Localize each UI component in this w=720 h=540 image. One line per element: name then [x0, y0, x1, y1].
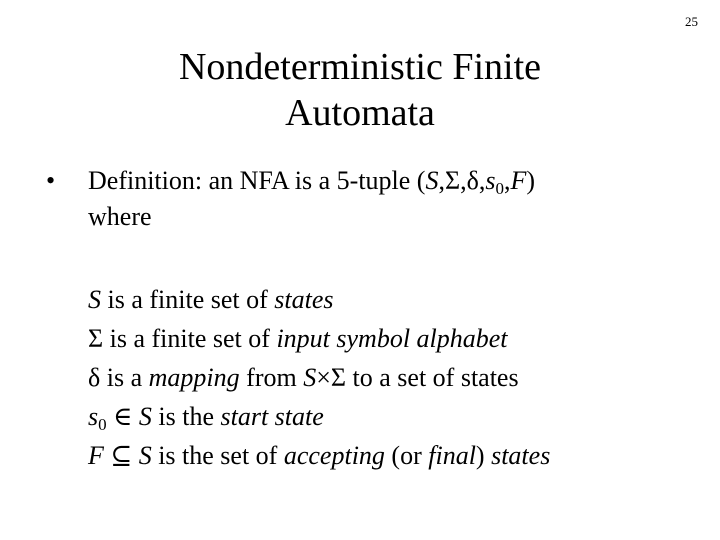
page-number: 25 — [685, 14, 698, 29]
transition-domain-states: S — [303, 363, 317, 392]
transition-times: × — [316, 363, 331, 392]
final-text-1: is the set of — [151, 441, 284, 470]
final-text-2: (or — [384, 441, 429, 470]
transition-domain-alphabet: Σ — [330, 363, 347, 392]
start-term: start state — [220, 402, 324, 431]
slide-title — [0, 44, 720, 136]
alphabet-term: input symbol alphabet — [276, 324, 508, 353]
states-text: is a finite set of — [101, 285, 275, 314]
subset-symbol: ⊆ — [103, 441, 139, 470]
tuple-states: S — [425, 166, 439, 195]
definition-row-states — [88, 280, 708, 319]
start-set: S — [138, 402, 152, 431]
bullet-text: Definition: an NFA is a 5-tuple $(S,\Sigma,\delta,s_0,F)$ where — [88, 166, 536, 231]
bullet-where: where — [88, 202, 152, 231]
final-set: S — [138, 441, 152, 470]
definition-row-transition — [88, 358, 708, 397]
tuple-alphabet: Σ — [444, 166, 461, 195]
definition-row-final — [88, 436, 708, 475]
slide-title-line-1: Nondeterministic Finite — [178, 46, 541, 88]
tuple-start: s — [485, 166, 496, 195]
alphabet-text: is a finite set of — [103, 324, 277, 353]
slide-title-line-2: Automata — [285, 92, 435, 134]
tuple-start-subscript: 0 — [495, 179, 504, 198]
final-symbol: F — [88, 441, 104, 470]
definition-list — [88, 280, 708, 475]
bullet-intro: Definition: an NFA is a 5-tuple ( — [88, 166, 426, 195]
definition-row-start — [88, 397, 708, 436]
final-text-3: ) — [475, 441, 492, 470]
alphabet-symbol: Σ — [88, 324, 104, 353]
bullet-mark: • — [46, 166, 56, 195]
definition-row-alphabet — [88, 319, 708, 358]
accepting-term: accepting — [283, 441, 385, 470]
definition-bullet — [46, 163, 686, 235]
start-text: is the — [151, 402, 221, 431]
transition-text-2: from — [239, 363, 304, 392]
transition-text-1: is a — [100, 363, 149, 392]
transition-text-3: to a set of states — [346, 363, 519, 392]
tuple-transition: δ — [466, 166, 479, 195]
start-subscript: 0 — [98, 415, 107, 434]
states-symbol: S — [88, 285, 101, 314]
element-of-symbol: ∈ — [106, 402, 139, 431]
tuple-close: ) — [526, 166, 536, 195]
states-term-final: states — [491, 441, 551, 470]
transition-symbol: δ — [88, 363, 101, 392]
transition-term: mapping — [148, 363, 240, 392]
states-term: states — [274, 285, 334, 314]
tuple-final: F — [510, 166, 527, 195]
final-term: final — [428, 441, 476, 470]
start-symbol: s — [88, 402, 99, 431]
